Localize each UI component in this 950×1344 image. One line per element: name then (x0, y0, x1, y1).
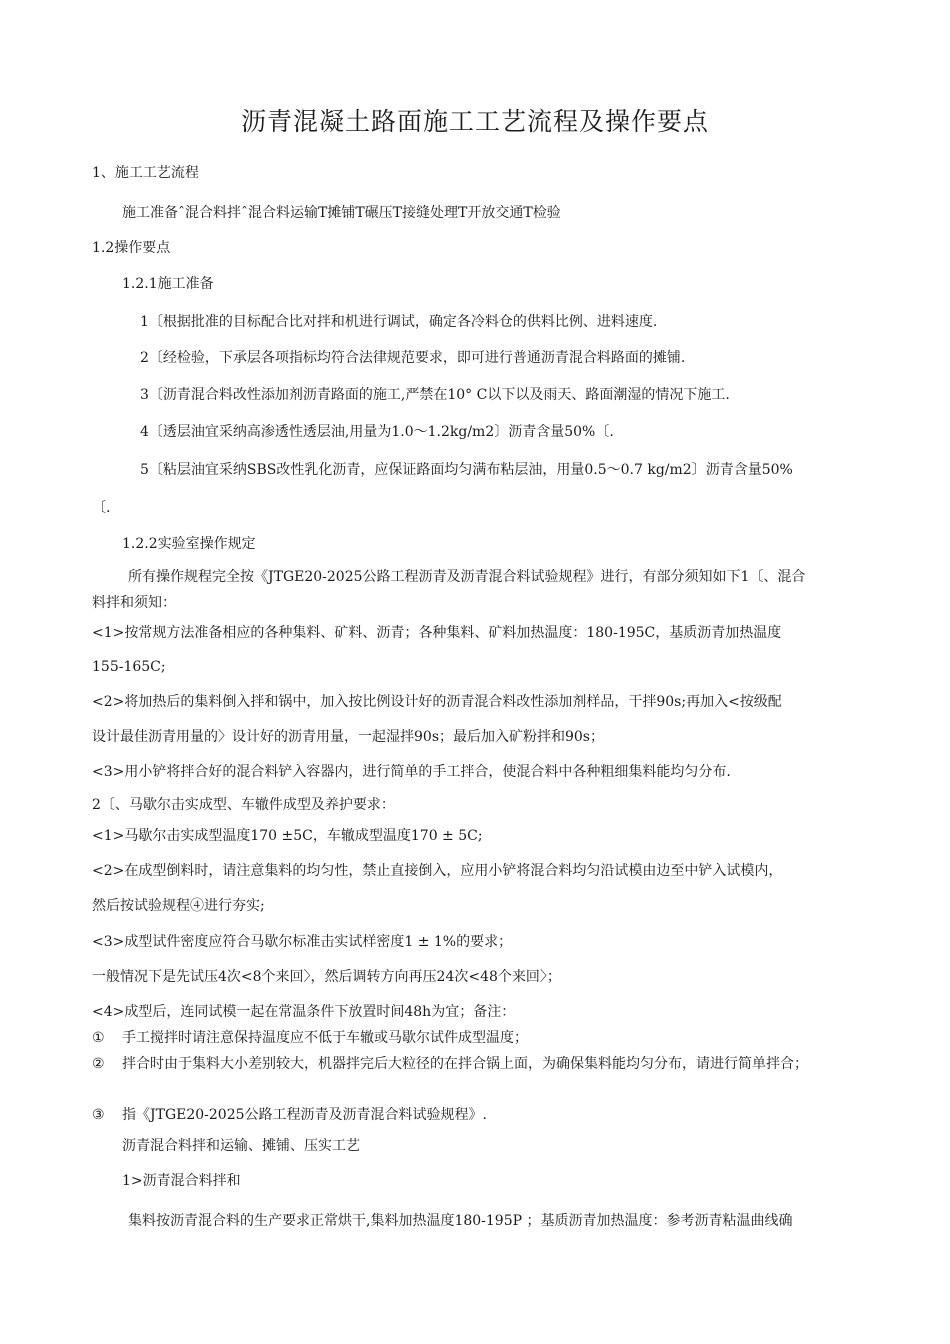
note-text: 手工搅拌时请注意保持温度应不低于车辙或马歇尔试件成型温度； (122, 1030, 528, 1046)
section-heading: 1.2操作要点 (92, 240, 171, 256)
note-marker: ③ (92, 1107, 105, 1123)
list-item: <2>在成型倒料时，请注意集料的均匀性，禁止直接倒入，应用小铲将混合料均匀沿试模由边至中铲入试模内， (92, 863, 783, 879)
subsection-heading: 1.2.1施工准备 (122, 276, 214, 292)
list-item: <1>按常规方法准备相应的各种集料、矿料、沥青；各种集料、矿料加热温度：180-195C，基质沥青加热温度 (92, 625, 782, 641)
list-item-continuation: 然后按试验规程④进行夯实; (92, 898, 265, 914)
subsection-heading: 1.2.2实验室操作规定 (122, 536, 256, 552)
section-heading: 1、施工工艺流程 (92, 165, 199, 181)
paragraph: 一般情况下是先试压4次<8个来回〉，然后调转方向再压24次<48个来回〉； (92, 969, 561, 985)
list-item: <1>马歇尔击实成型温度170 ±5C，车辙成型温度170 ± 5C; (92, 828, 483, 844)
paragraph: 1〔根据批准的目标配合比对拌和机进行调试，确定各冷料仓的供料比例、进料速度. (140, 314, 658, 330)
paragraph: 5〔粘层油宜采纳SBS改性乳化沥青，应保证路面均匀满布粘层油，用量0.5〜0.7 kg/m2〕沥青含量50% (140, 462, 793, 478)
paragraph: 所有操作规程完全按《JTGE20-2025公路工程沥青及沥青混合料试验规程》进行，有部分须知如下1〔、混合 (128, 569, 806, 585)
section-heading: 2〔、马歇尔击实成型、车辙件成型及养护要求： (92, 797, 395, 813)
list-item: <2>将加热后的集料倒入拌和锅中，加入按比例设计好的沥青混合料改性添加剂样品，干拌90s;再加入<按级配 (92, 694, 782, 710)
paragraph-continuation: 〔. (92, 500, 111, 516)
list-item: <4>成型后，连同试模一起在常温条件下放置时间48h为宜；备注： (92, 1004, 516, 1020)
note-text: 拌合时由于集料大小差别较大，机器拌完后大粒径的在拌合锅上面，为确保集料能均匀分布，请进行简单拌合； (122, 1056, 808, 1072)
note-marker: ① (92, 1030, 105, 1046)
page-title: 沥青混凝土路面施工工艺流程及操作要点 (240, 107, 709, 136)
list-item: <3>成型试件密度应符合马歇尔标准击实试样密度1 ± 1%的要求； (92, 934, 513, 950)
list-item-continuation: 设计最佳沥青用量的〉设计好的沥青用量，一起湿拌90s；最后加入矿粉拌和90s； (92, 729, 604, 745)
subsection-heading: 1>沥青混合料拌和 (122, 1173, 241, 1189)
list-item: <3>用小铲将拌合好的混合料铲入容器内，进行简单的手工拌合，使混合料中各种粗细集料能均匀分布. (92, 764, 731, 780)
note-marker: ② (92, 1056, 105, 1072)
list-item-continuation: 155-165C; (92, 659, 166, 675)
process-flow: 施工准备ˆ混合料拌ˆ混合料运输T摊铺T碾压T接缝处理T开放交通T检验 (122, 205, 561, 221)
paragraph: 集料按沥青混合料的生产要求正常烘干,集料加热温度180-195P ；基质沥青加热温度：参考沥青粘温曲线确 (128, 1213, 793, 1229)
paragraph: 3〔沥青混合料改性添加剂沥青路面的施工,严禁在10° C以下以及雨天、路面潮湿的情况下施工. (140, 387, 730, 403)
paragraph-continuation: 料拌和须知： (92, 595, 176, 611)
note-text: 指《JTGE20-2025公路工程沥青及沥青混合料试验规程》. (122, 1107, 487, 1123)
section-heading: 沥青混合料拌和运输、摊铺、压实工艺 (122, 1138, 360, 1154)
paragraph: 4〔透层油宜采纳高渗透性透层油,用量为1.0〜1.2kg/m2〕沥青含量50%〔. (140, 424, 614, 440)
paragraph: 2〔经检验，下承层各项指标均符合法律规范要求，即可进行普通沥青混合料路面的摊铺. (140, 350, 686, 366)
